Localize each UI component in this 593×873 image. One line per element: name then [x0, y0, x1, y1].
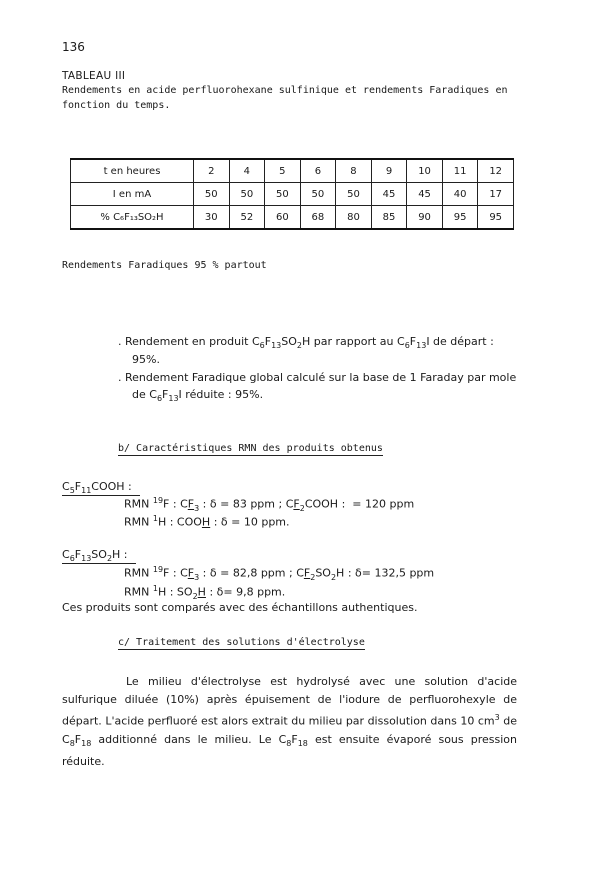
table-hours-row [71, 159, 514, 183]
table-cell: 17 [478, 183, 514, 206]
table-cell: 52 [229, 206, 265, 230]
table-cell: 5 [265, 159, 301, 183]
table-caption-line2: fonction du temps. [62, 100, 171, 111]
results-table [70, 158, 514, 230]
table-cell: 45 [407, 183, 443, 206]
faradaic-yield-note: Rendements Faradiques 95 % partout [62, 260, 267, 271]
compound1-name: $C_5F_{11}COOH$ : [62, 480, 140, 496]
electrolysis-paragraph: Le milieu d'électrolyse est hydrolysé avec une solution d'acide sulfurique diluée (10%) après épuisement de l'iodure de perfluorohexyle de départ. L'acide perfluoré est alors extrait du milieu par dissolution dans 10 $cm^3$ de $C_8F_{18}$ additionné dans le milieu. Le $C_8F_{18}$ est ensuite évaporé sous pression réduite. [62, 675, 517, 768]
table-current-row [71, 183, 514, 206]
table-title: TABLEAU III [62, 70, 126, 82]
table-cell: 50 [300, 183, 336, 206]
table-cell: 30 [194, 206, 230, 230]
row-header: t en heures [71, 159, 194, 183]
table-yield-row [71, 206, 514, 230]
table-cell: 12 [478, 159, 514, 183]
row-header: I en mA [71, 183, 194, 206]
table-cell: 95 [442, 206, 478, 230]
bullet-product-yield: . Rendement en produit $C_6F_{13}SO_2H$ par rapport au $C_6F_{13}I$ de départ : [118, 335, 494, 351]
table-cell: 50 [194, 183, 230, 206]
table-cell: 50 [265, 183, 301, 206]
table-cell: 8 [336, 159, 372, 183]
table-cell: 11 [442, 159, 478, 183]
compound1-rmn-19f: RMN $^{19}$F : $CF_3$ : δ = 83 ppm ; $CF_2COOH$ : = 120 ppm [124, 496, 415, 513]
table-cell: 10 [407, 159, 443, 183]
table-cell: 9 [371, 159, 407, 183]
bullet-product-yield-value: 95%. [132, 353, 160, 366]
table-cell: 60 [265, 206, 301, 230]
table-cell: 4 [229, 159, 265, 183]
compound2-rmn-1h: RMN $^1$H : $SO_2H$ : δ= 9,8 ppm. [124, 584, 286, 601]
table-cell: 40 [442, 183, 478, 206]
table-cell: 50 [229, 183, 265, 206]
table-cell: 90 [407, 206, 443, 230]
compound1-rmn-1h: RMN $^1$H : COOH : δ = 10 ppm. [124, 514, 290, 529]
bullet-faradaic-yield-cont: de $C_6F_{13}I$ réduite : 95%. [132, 388, 264, 404]
section-c-heading: c/ Traitement des solutions d'électrolyse [118, 637, 365, 648]
table-cell: 2 [194, 159, 230, 183]
row-header: % C₆F₁₃SO₂H [71, 206, 194, 230]
page-number: 136 [62, 40, 85, 54]
section-b-heading: b/ Caractéristiques RMN des produits obtenus [118, 443, 383, 454]
table-cell: 6 [300, 159, 336, 183]
table-caption-line1: Rendements en acide perfluorohexane sulfinique et rendements Faradiques en [62, 85, 508, 96]
table-cell: 85 [371, 206, 407, 230]
table-cell: 50 [336, 183, 372, 206]
compound2-rmn-19f: RMN $^{19}$F : $CF_3$ : δ = 82,8 ppm ; $CF_2SO_2H$ : δ= 132,5 ppm [124, 565, 435, 582]
table-cell: 80 [336, 206, 372, 230]
table-cell: 68 [300, 206, 336, 230]
compound2-name: $C_6F_{13}SO_2H$ : [62, 548, 136, 564]
table-cell: 45 [371, 183, 407, 206]
bullet-faradaic-yield: . Rendement Faradique global calculé sur la base de 1 Faraday par mole [118, 371, 517, 384]
table-cell: 95 [478, 206, 514, 230]
comparison-sentence: Ces produits sont comparés avec des échantillons authentiques. [62, 601, 418, 614]
